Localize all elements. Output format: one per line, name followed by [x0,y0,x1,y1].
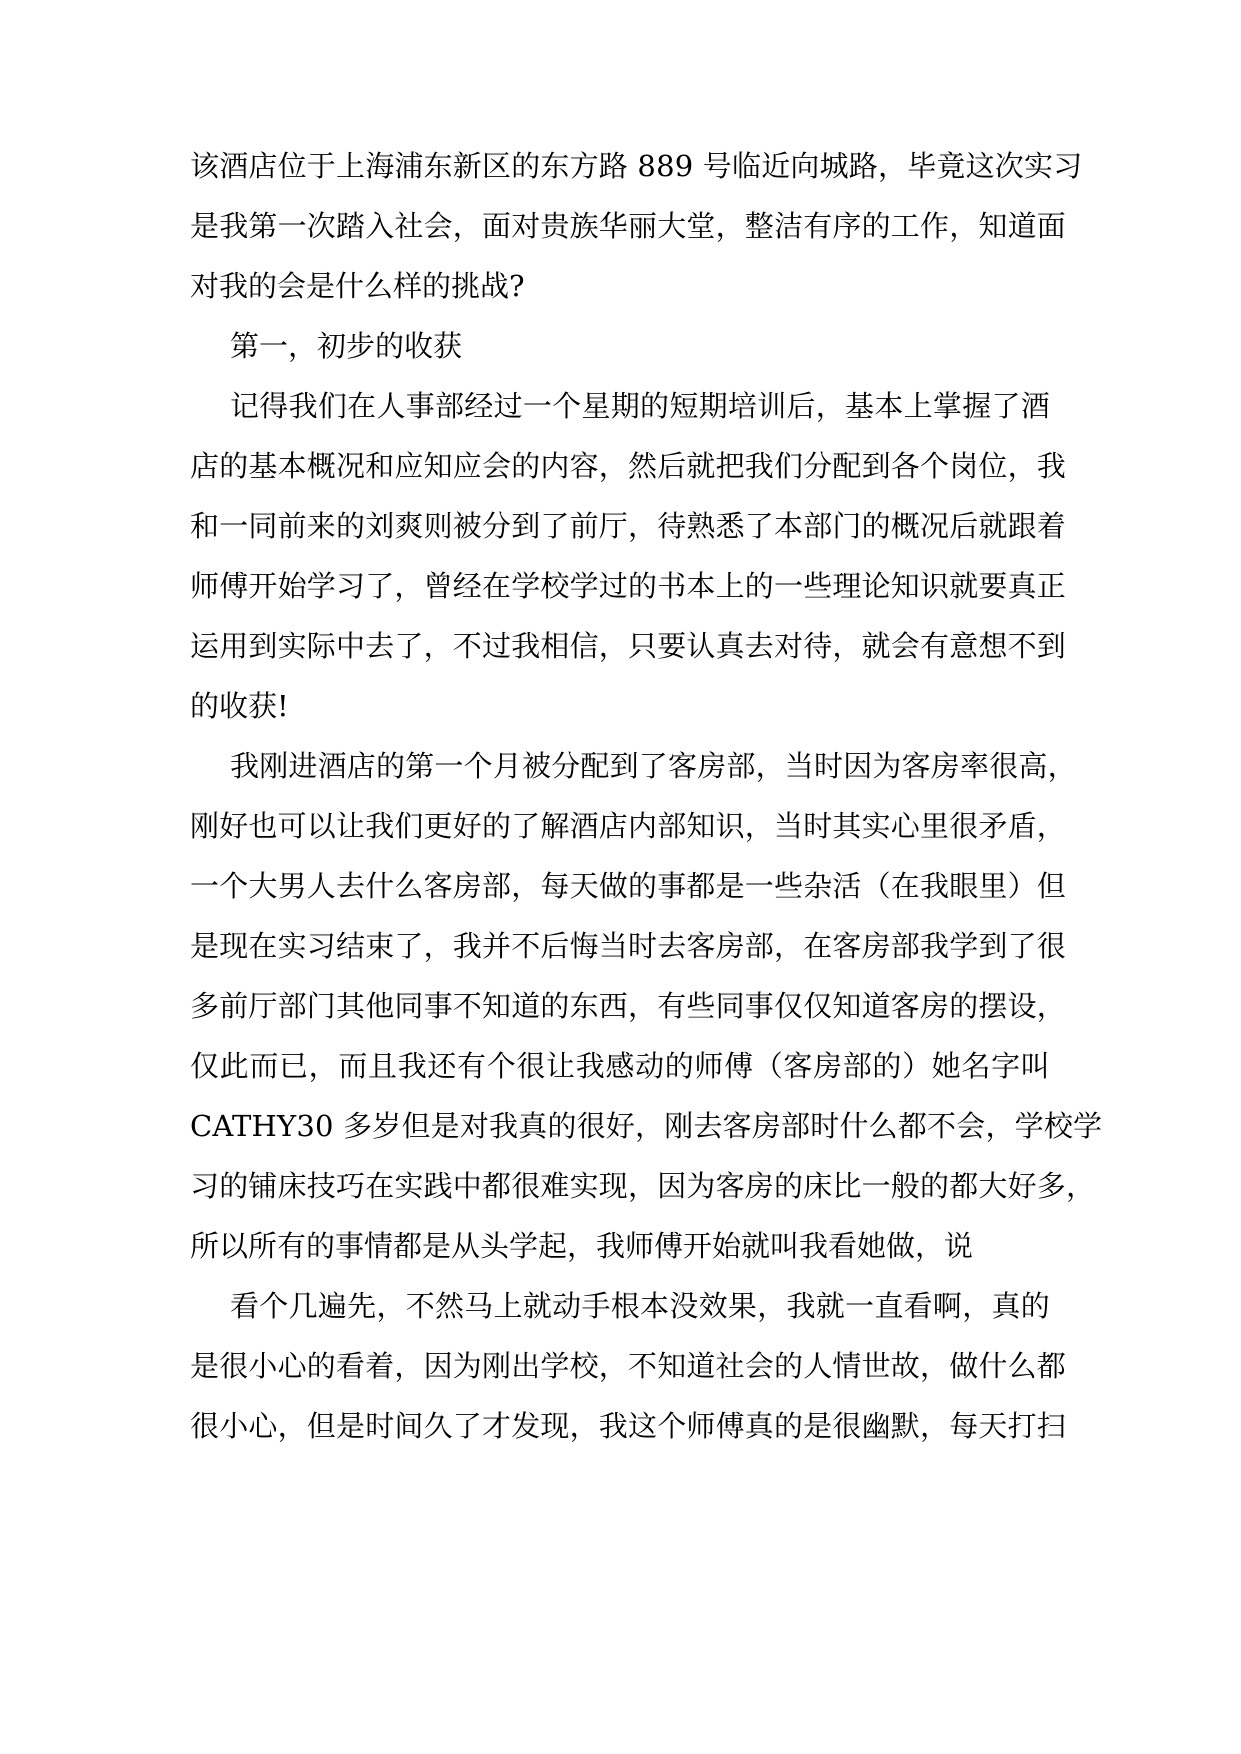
paragraph-3-line-4: 师傅开始学习了，曾经在学校学过的书本上的一些理论知识就要真正 [190,569,1067,603]
paragraph-4-line-4: 是现在实习结束了，我并不后悔当时去客房部，在客房部我学到了很 [190,929,1067,963]
paragraph-1-line-3: 对我的会是什么样的挑战? [190,269,525,303]
paragraph-4-line-8: 习的铺床技巧在实践中都很难实现，因为客房的床比一般的都大好多， [190,1169,1096,1203]
paragraph-4-line-1: 我刚进酒店的第一个月被分配到了客房部，当时因为客房率很高， [230,749,1077,783]
paragraph-4-line-9: 所以所有的事情都是从头学起，我师傅开始就叫我看她做，说 [190,1229,974,1263]
paragraph-4-line-5: 多前厅部门其他同事不知道的东西，有些同事仅仅知道客房的摆设， [190,989,1067,1023]
paragraph-4-line-6: 仅此而已，而且我还有个很让我感动的师傅（客房部的）她名字叫 [190,1049,1050,1083]
paragraph-3-line-6: 的收获! [190,689,289,723]
paragraph-3-line-1: 记得我们在人事部经过一个星期的短期培训后，基本上掌握了酒 [230,389,1050,423]
paragraph-4-line-7: CATHY30 多岁但是对我真的很好，刚去客房部时什么都不会，学校学 [190,1109,1103,1143]
paragraph-4-line-3: 一个大男人去什么客房部，每天做的事都是一些杂活（在我眼里）但 [190,869,1067,903]
paragraph-1-line-1: 该酒店位于上海浦东新区的东方路 889 号临近向城路，毕竟这次实习 [190,149,1083,183]
paragraph-1-line-2: 是我第一次踏入社会，面对贵族华丽大堂，整洁有序的工作，知道面 [190,209,1067,243]
paragraph-5-line-2: 是很小心的看着，因为刚出学校，不知道社会的人情世故，做什么都 [190,1349,1067,1383]
paragraph-4-line-2: 刚好也可以让我们更好的了解酒店内部知识，当时其实心里很矛盾， [190,809,1067,843]
paragraph-3-line-3: 和一同前来的刘爽则被分到了前厅，待熟悉了本部门的概况后就跟着 [190,509,1067,543]
paragraph-5-line-1: 看个几遍先，不然马上就动手根本没效果，我就一直看啊，真的 [230,1289,1050,1323]
section-heading: 第一，初步的收获 [230,329,463,363]
paragraph-5-line-3: 很小心，但是时间久了才发现，我这个师傅真的是很幽默，每天打扫 [190,1409,1067,1443]
paragraph-3-line-5: 运用到实际中去了，不过我相信，只要认真去对待，就会有意想不到 [190,629,1067,663]
paragraph-3-line-2: 店的基本概况和应知应会的内容，然后就把我们分配到各个岗位，我 [190,449,1067,483]
